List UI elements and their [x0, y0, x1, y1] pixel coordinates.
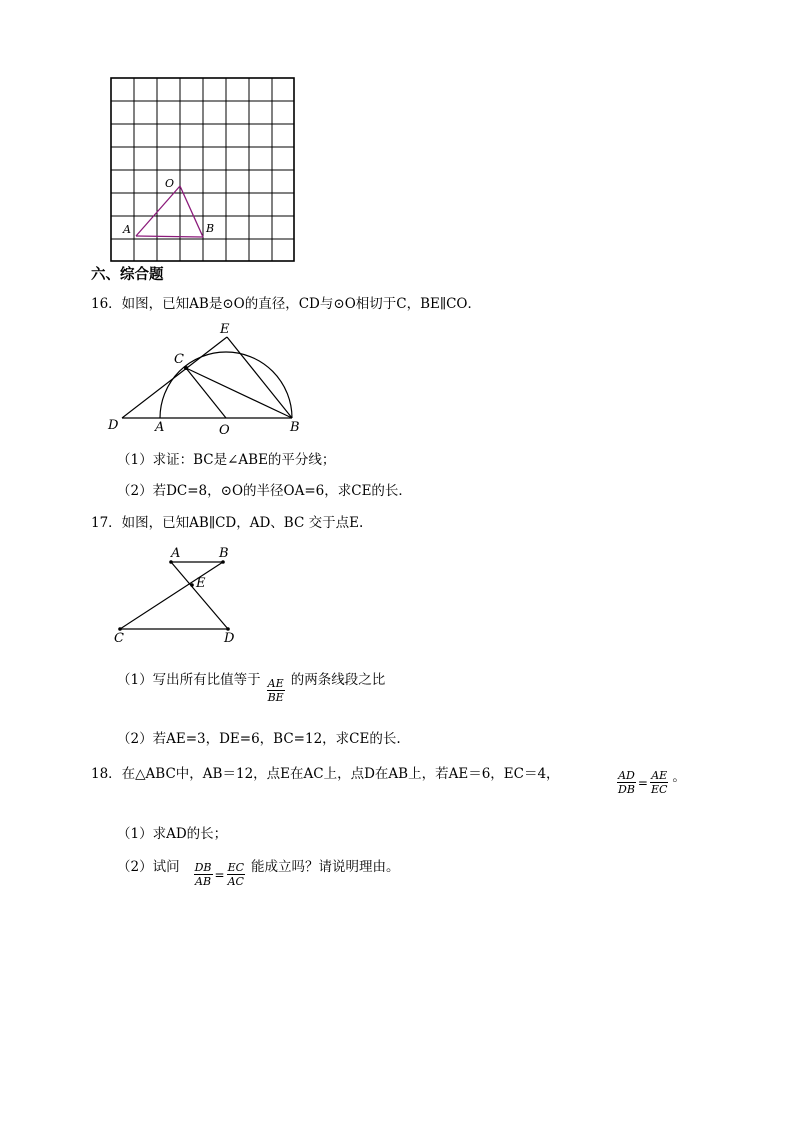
q17-label-e: E: [196, 576, 206, 591]
grid-label-a: A: [123, 223, 131, 236]
q16-figure: [100, 318, 320, 440]
grid-label-b: B: [206, 222, 215, 235]
fraction-denominator: BE: [267, 691, 284, 704]
q18-part2-post: 能成立吗？请说明理由。: [251, 859, 400, 875]
q18-frac-db-ab: [194, 861, 213, 888]
q17-part2: （2）若AE=3，DE=6，BC=12，求CE的长.: [117, 731, 401, 747]
q16-label-d: D: [108, 418, 119, 433]
equals-sign: =: [637, 775, 648, 790]
q16-label-b: B: [290, 420, 300, 435]
q18-stem-equation: [617, 769, 686, 796]
section-title: 六、综合题: [91, 267, 164, 283]
fraction-numerator: DB: [194, 861, 212, 874]
q18-part2-pre: （2）试问: [117, 859, 180, 875]
fraction-numerator: EC: [227, 861, 245, 874]
q17-label-d: D: [224, 631, 235, 646]
q16-part1: （1）求证：BC是∠ABE的平分线；: [117, 452, 336, 468]
q18-frac-ad-db: [617, 769, 636, 796]
q17-part1-post: 的两条线段之比: [290, 671, 386, 688]
q17-label-b: B: [219, 546, 229, 561]
equals-sign: =: [214, 867, 225, 882]
fraction-denominator: AC: [227, 875, 244, 888]
q18-part2: [117, 855, 400, 888]
q16-label-e: E: [220, 322, 230, 337]
q17-label-c: C: [114, 631, 124, 646]
fraction-numerator: AE: [651, 769, 668, 782]
q18-part1: （1）求AD的长；: [117, 826, 228, 842]
q18-frac-ec-ac: [227, 861, 245, 888]
q16-label-a: A: [155, 420, 165, 435]
q16-label-c: C: [174, 352, 184, 367]
q17-part1: [117, 664, 386, 704]
q16-label-o: O: [219, 423, 230, 438]
q17-stem: 17．如图，已知AB∥CD，AD、BC 交于点E.: [91, 515, 364, 531]
fraction-numerator: AD: [618, 769, 635, 782]
q16-part2: （2）若DC=8，⊙O的半径OA=6，求CE的长．: [117, 483, 412, 499]
q18-stem-end: 。: [672, 768, 686, 785]
fraction-numerator: AE: [267, 677, 284, 690]
q17-figure: [108, 542, 248, 648]
grid-label-o: O: [165, 177, 175, 190]
q18-part2-equation: [194, 861, 245, 888]
q17-part1-pre: （1）写出所有比值等于: [117, 671, 261, 688]
fraction-denominator: AB: [195, 875, 212, 888]
q17-label-a: A: [171, 546, 181, 561]
q18-stem: 18．在△ABC中，AB＝12，点E在AC上，点D在AB上，若AE＝6，EC＝4，: [91, 766, 560, 782]
q17-part1-fraction: [267, 677, 285, 704]
fraction-denominator: EC: [650, 783, 668, 796]
q16-stem: 16．如图，已知AB是⊙O的直径，CD与⊙O相切于C，BE∥CO．: [91, 296, 481, 312]
grid-figure: [105, 74, 300, 264]
q18-frac-ae-ec: [650, 769, 668, 796]
fraction-denominator: DB: [618, 783, 635, 796]
